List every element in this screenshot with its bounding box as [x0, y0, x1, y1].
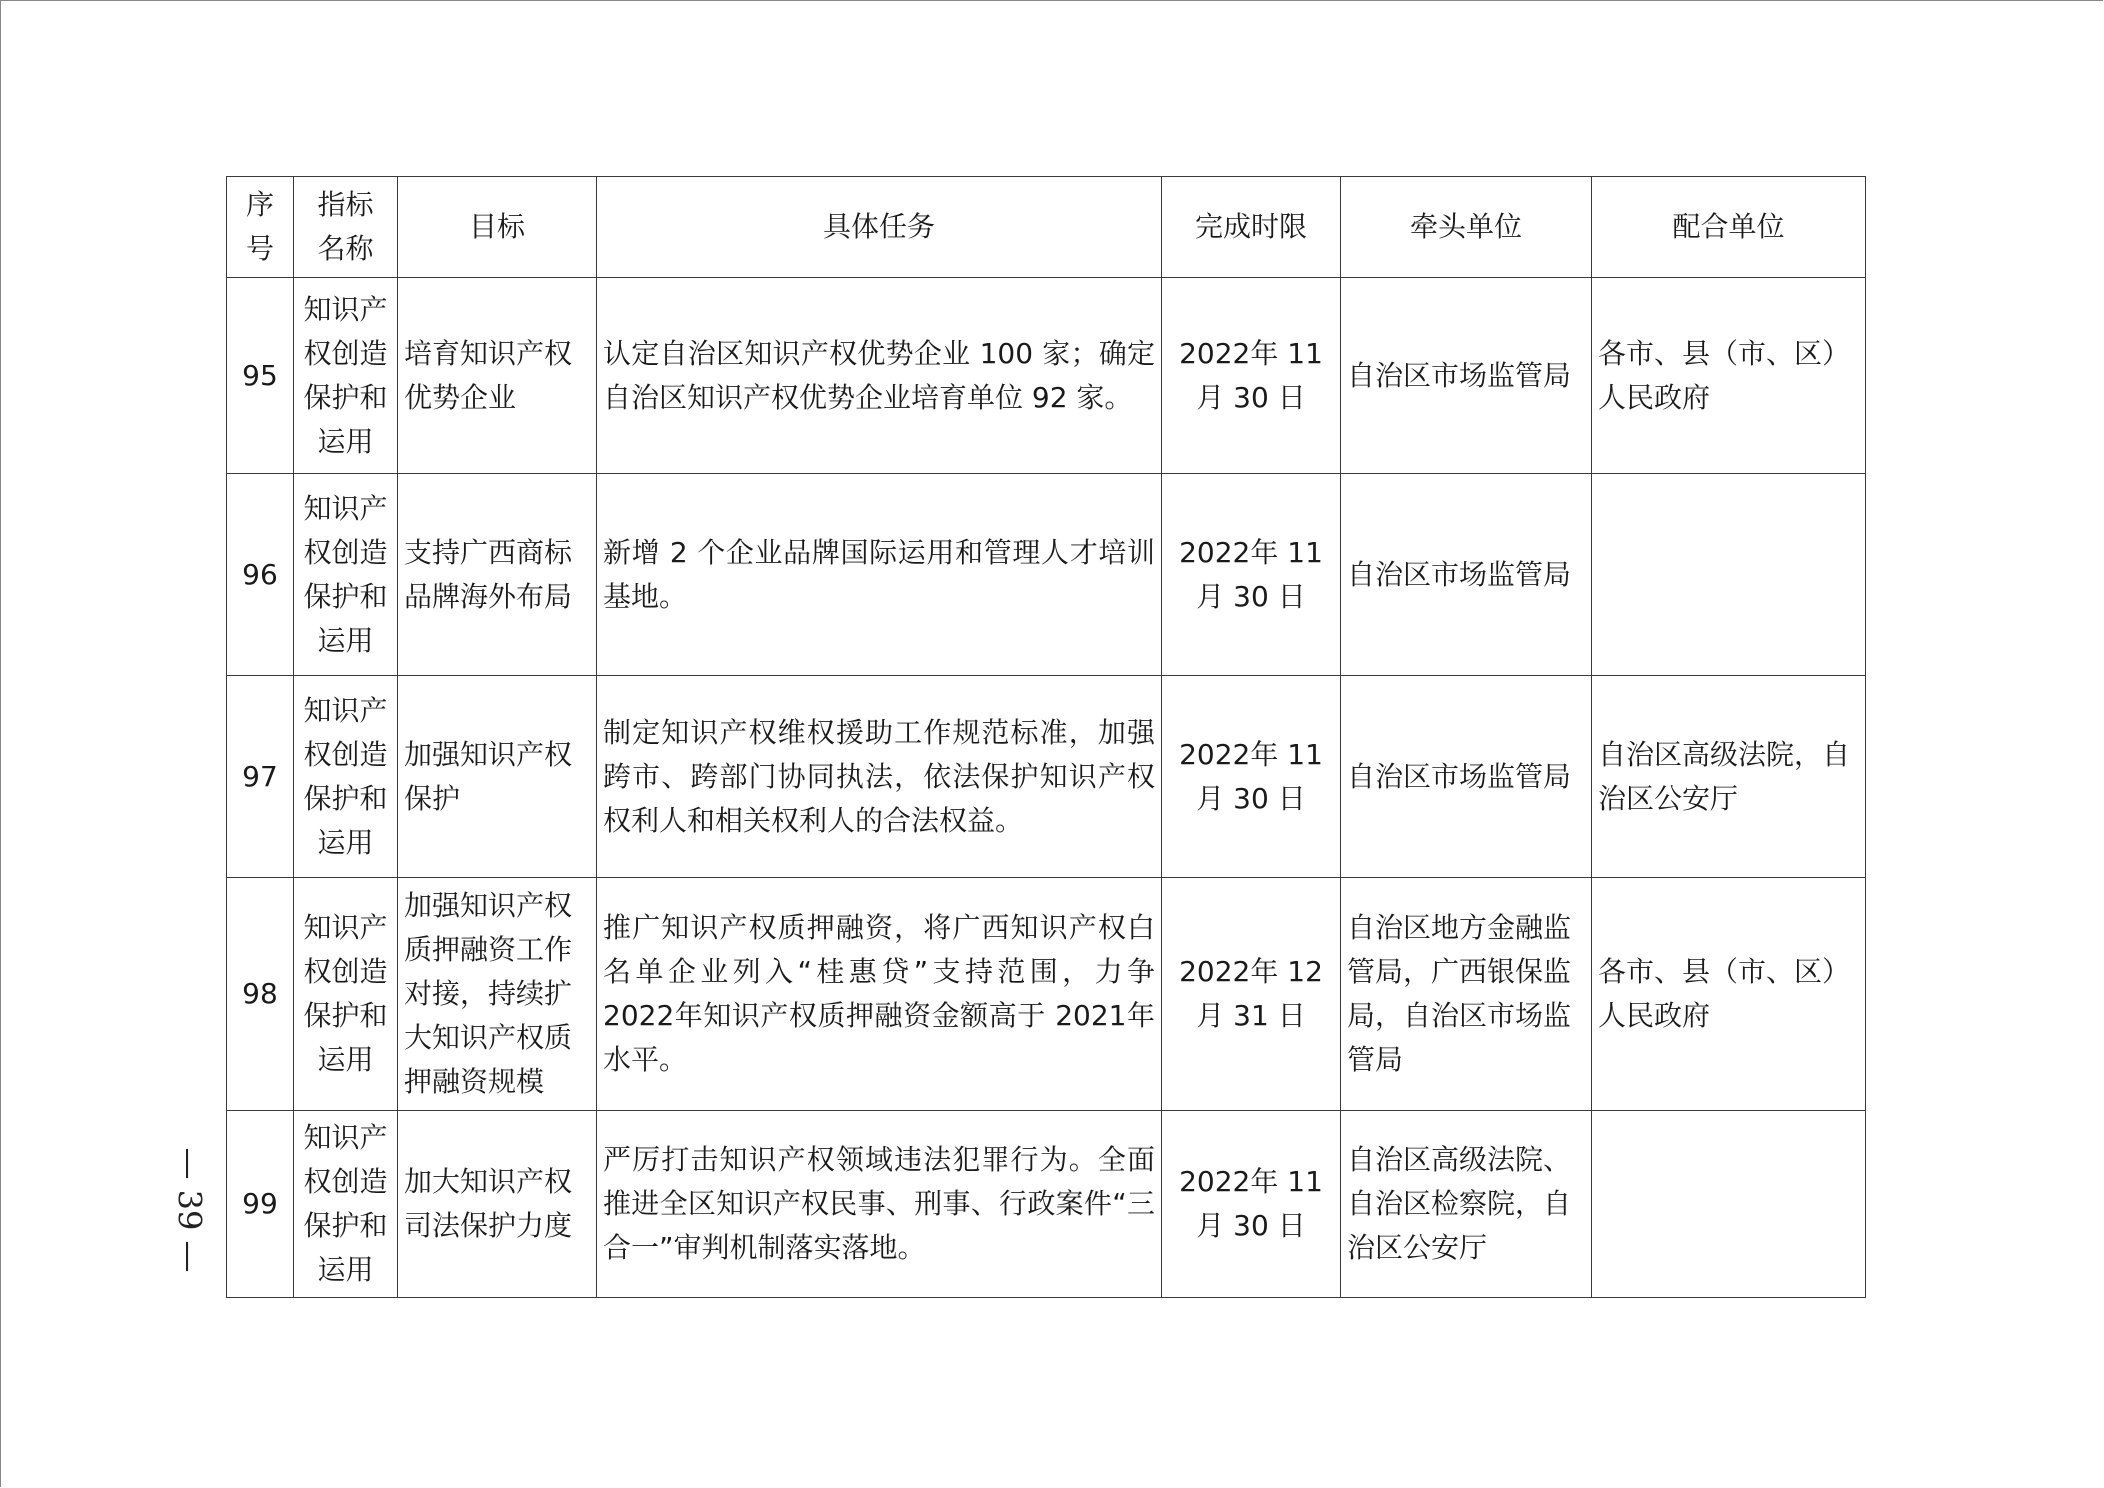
header-lead: 牵头单位	[1341, 177, 1592, 278]
cell-lead-unit: 自治区市场监管局	[1341, 278, 1592, 474]
cell-lead-unit: 自治区地方金融监管局，广西银保监局，自治区市场监管局	[1341, 878, 1592, 1111]
cell-deadline: 2022年 11月 30 日	[1162, 676, 1341, 878]
cell-task: 制定知识产权维权援助工作规范标准，加强跨市、跨部门协同执法，依法保护知识产权权利人和相关权利人的合法权益。	[597, 676, 1162, 878]
page-number	[160, 1140, 220, 1280]
header-name	[294, 177, 398, 278]
cell-task: 新增 2 个企业品牌国际运用和管理人才培训基地。	[597, 474, 1162, 676]
page-number-text: — 39 —	[171, 1147, 209, 1273]
cell-indicator: 知识产权创造保护和运用	[294, 474, 398, 676]
cell-task: 严厉打击知识产权领域违法犯罪行为。全面推进全区知识产权民事、刑事、行政案件“三合一”审判机制落实落地。	[597, 1111, 1162, 1298]
cell-deadline: 2022年 12月 31 日	[1162, 878, 1341, 1111]
header-name-line2: 名称	[317, 232, 374, 265]
header-task: 具体任务	[597, 177, 1162, 278]
cell-indicator: 知识产权创造保护和运用	[294, 878, 398, 1111]
cell-coop-unit: 各市、县（市、区）人民政府	[1592, 878, 1866, 1111]
table-row	[227, 1111, 1866, 1298]
table-row	[227, 474, 1866, 676]
cell-seq: 96	[227, 474, 294, 676]
table-row	[227, 676, 1866, 878]
cell-seq: 98	[227, 878, 294, 1111]
cell-seq: 97	[227, 676, 294, 878]
cell-lead-unit: 自治区高级法院、自治区检察院，自治区公安厅	[1341, 1111, 1592, 1298]
header-name-line1: 指标	[317, 188, 374, 221]
task-table	[226, 176, 1866, 1298]
cell-deadline: 2022年 11月 30 日	[1162, 474, 1341, 676]
cell-coop-unit: 自治区高级法院，自治区公安厅	[1592, 676, 1866, 878]
header-deadline: 完成时限	[1162, 177, 1341, 278]
cell-indicator: 知识产权创造保护和运用	[294, 278, 398, 474]
cell-deadline: 2022年 11月 30 日	[1162, 278, 1341, 474]
table-row	[227, 278, 1866, 474]
cell-indicator: 知识产权创造保护和运用	[294, 1111, 398, 1298]
header-coop: 配合单位	[1592, 177, 1866, 278]
cell-deadline: 2022年 11月 30 日	[1162, 1111, 1341, 1298]
header-goal: 目标	[398, 177, 597, 278]
cell-goal: 支持广西商标品牌海外布局	[398, 474, 597, 676]
header-seq-line2: 号	[245, 232, 274, 265]
cell-coop-unit	[1592, 474, 1866, 676]
cell-seq: 99	[227, 1111, 294, 1298]
cell-task: 推广知识产权质押融资，将广西知识产权白名单企业列入“桂惠贷”支持范围，力争 2022年知识产权质押融资金额高于 2021年水平。	[597, 878, 1162, 1111]
cell-coop-unit: 各市、县（市、区）人民政府	[1592, 278, 1866, 474]
cell-goal: 加强知识产权保护	[398, 676, 597, 878]
cell-lead-unit: 自治区市场监管局	[1341, 676, 1592, 878]
table-row	[227, 878, 1866, 1111]
cell-goal: 加大知识产权司法保护力度	[398, 1111, 597, 1298]
cell-seq: 95	[227, 278, 294, 474]
cell-goal: 加强知识产权质押融资工作对接，持续扩大知识产权质押融资规模	[398, 878, 597, 1111]
cell-task: 认定自治区知识产权优势企业 100 家；确定自治区知识产权优势企业培育单位 92 家。	[597, 278, 1162, 474]
header-row	[227, 177, 1866, 278]
cell-lead-unit: 自治区市场监管局	[1341, 474, 1592, 676]
cell-coop-unit	[1592, 1111, 1866, 1298]
header-seq	[227, 177, 294, 278]
header-seq-line1: 序	[245, 188, 274, 221]
cell-goal: 培育知识产权优势企业	[398, 278, 597, 474]
cell-indicator: 知识产权创造保护和运用	[294, 676, 398, 878]
